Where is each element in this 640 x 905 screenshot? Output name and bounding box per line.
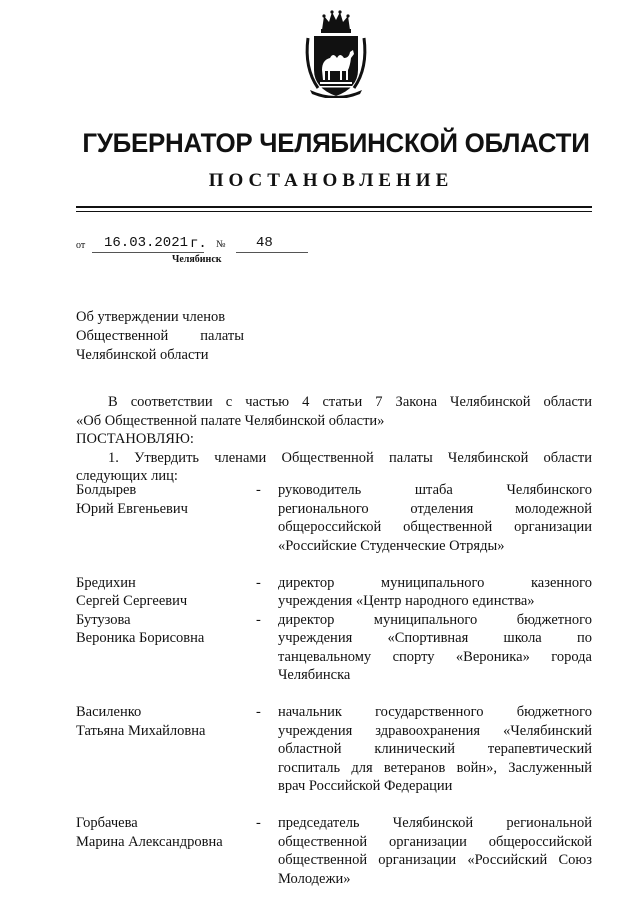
position-line: врач Российской Федерации	[278, 778, 453, 794]
body-line: следующих лиц:	[76, 468, 178, 484]
position-line: областной клинический терапевтический	[278, 741, 592, 757]
position-line: Челябинска	[278, 667, 351, 683]
member-position	[278, 611, 592, 685]
member-name	[76, 574, 246, 611]
member-name	[76, 611, 246, 648]
position-line: директор муниципального бюджетного	[278, 611, 592, 628]
header-rule-thick	[76, 206, 592, 208]
city-label: Челябинск	[172, 254, 222, 265]
member-position	[278, 574, 592, 611]
position-line: руководитель штаба Челябинского	[278, 482, 592, 498]
document-type: ПОСТАНОВЛЕНИЕ	[208, 170, 454, 191]
member-given-names: Вероника Борисовна	[76, 630, 205, 646]
member-name	[76, 814, 246, 851]
position-line: директор муниципального казенного	[278, 574, 592, 591]
subject-line: Об утверждении членов	[76, 309, 226, 325]
number-field	[236, 236, 308, 253]
date-value: 16.03.2021	[104, 235, 189, 251]
member-entry	[76, 574, 592, 611]
number-label: №	[216, 239, 226, 250]
subject-line: Общественной палаты	[76, 328, 244, 344]
position-line: общественной организации «Российский Союз	[278, 852, 592, 868]
org-title: ГУБЕРНАТОР ЧЕЛЯБИНСКОЙ ОБЛАСТИ	[82, 128, 590, 158]
position-line: «Российские Студенческие Отряды»	[278, 537, 505, 554]
member-entry	[76, 703, 592, 796]
decree-word: ПОСТАНОВЛЯЮ:	[76, 431, 194, 447]
body-line: В соответствии с частью 4 статьи 7 Закона Челябинской области	[108, 394, 592, 410]
position-line: танцевальному спорту «Вероника» города	[278, 648, 592, 665]
member-dash: -	[256, 482, 261, 498]
position-line: учреждения «Центр народного единства»	[278, 593, 535, 609]
member-dash: -	[256, 704, 261, 720]
member-position	[278, 703, 592, 796]
member-entry	[76, 481, 592, 555]
member-surname: Бутузова	[76, 611, 131, 628]
position-line: председатель Челябинской региональной	[278, 815, 592, 831]
document-subject	[76, 308, 244, 365]
position-line: госпиталь для ветеранов войн», Заслуженный	[278, 759, 592, 776]
date-field	[92, 236, 204, 253]
member-position	[278, 481, 592, 555]
member-given-names: Татьяна Михайловна	[76, 722, 206, 739]
members-list	[76, 481, 592, 888]
position-line: общероссийской общественной организации	[278, 519, 592, 535]
member-dash: -	[256, 611, 261, 628]
position-line: общественной организации общероссийской	[278, 833, 592, 850]
member-dash: -	[256, 815, 261, 831]
dateline	[76, 236, 316, 254]
position-line: Молодежи»	[278, 870, 351, 887]
header-rule-thin	[76, 211, 592, 212]
position-line: учреждения здравоохранения «Челябинский	[278, 722, 592, 739]
member-given-names: Марина Александровна	[76, 833, 223, 850]
from-label: от	[76, 240, 86, 251]
member-surname: Горбачева	[76, 815, 138, 831]
member-dash: -	[256, 574, 261, 591]
member-name	[76, 481, 246, 518]
member-surname: Болдырев	[76, 482, 137, 498]
member-given-names: Сергей Сергеевич	[76, 593, 188, 609]
member-entry	[76, 814, 592, 888]
member-position	[278, 814, 592, 888]
coat-of-arms-emblem	[300, 8, 372, 98]
member-surname: Бредихин	[76, 574, 136, 591]
member-entry	[76, 611, 592, 685]
number-value: 48	[256, 235, 273, 251]
member-given-names: Юрий Евгеньевич	[76, 500, 188, 517]
body-line: «Об Общественной палате Челябинской области»	[76, 412, 385, 429]
position-line: регионального отделения молодежной	[278, 500, 592, 517]
member-name	[76, 703, 246, 740]
document-body	[76, 393, 592, 486]
position-line: начальник государственного бюджетного	[278, 704, 592, 720]
position-line: учреждения «Спортивная школа по	[278, 630, 592, 646]
body-line: 1. Утвердить членами Общественной палаты Челябинской области	[108, 449, 592, 466]
member-surname: Василенко	[76, 704, 142, 720]
subject-line: Челябинской области	[76, 347, 209, 363]
year-suffix: г.	[190, 236, 207, 252]
